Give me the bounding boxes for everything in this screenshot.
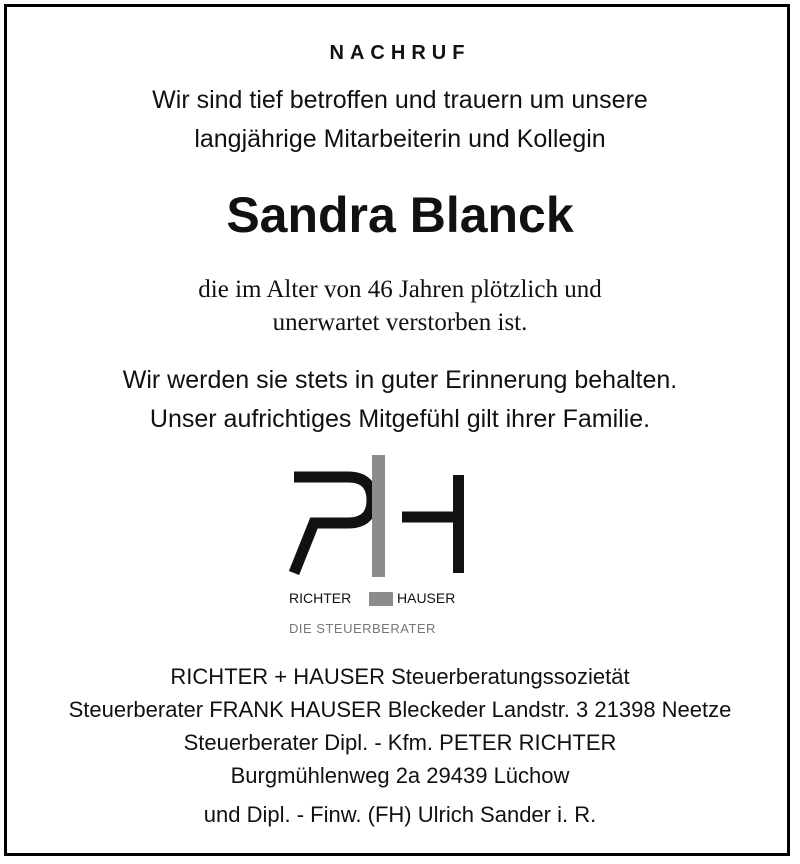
logo-name-right: HAUSER: [397, 590, 456, 606]
logo-letter-r: [294, 477, 372, 573]
signature-line-3: Steuerberater Dipl. - Kfm. PETER RICHTER: [183, 730, 617, 755]
signature-line-4: Burgmühlenweg 2a 29439 Lüchow: [230, 763, 570, 788]
logo-grey-bar: [372, 455, 385, 577]
signature-line-2: Steuerberater FRANK HAUSER Bleckeder Landstr. 3 21398 Neetze: [68, 697, 732, 722]
logo-small-square: [369, 592, 393, 606]
signature-line-1: RICHTER + HAUSER Steuerberatungssozietät: [170, 664, 630, 689]
deceased-name: Sandra Blanck: [226, 187, 574, 243]
details-line-2: unerwartet verstorben ist.: [272, 309, 528, 336]
message-line-2: Unser aufrichtiges Mitgefühl gilt ihrer Familie.: [149, 405, 651, 433]
logo-tagline: DIE STEUERBERATER: [289, 621, 436, 636]
notice-heading: NACHRUF: [329, 42, 471, 64]
intro-line-1: Wir sind tief betroffen und trauern um unsere: [152, 86, 648, 114]
signature-line-5: und Dipl. - Finw. (FH) Ulrich Sander i. R.: [203, 802, 597, 827]
logo-letter-h-stem: [453, 475, 464, 573]
company-logo: [284, 455, 484, 640]
logo-name-left: RICHTER: [289, 590, 352, 606]
intro-line-2: langjährige Mitarbeiterin und Kollegin: [194, 125, 606, 153]
details-line-1: die im Alter von 46 Jahren plötzlich und: [198, 276, 602, 303]
message-line-1: Wir werden sie stets in guter Erinnerung behalten.: [122, 366, 678, 394]
